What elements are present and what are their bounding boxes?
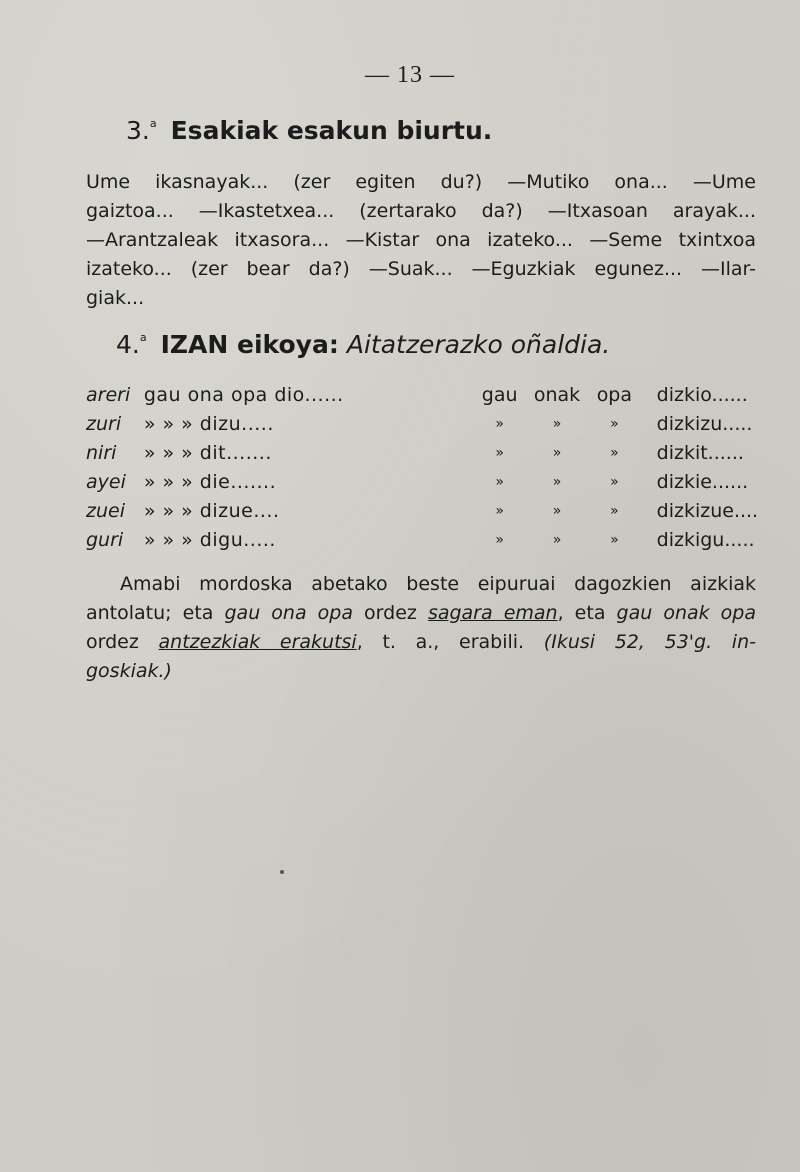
- plural-form-cell: dizkio......: [656, 383, 748, 406]
- repeat-mark: onak: [533, 383, 581, 406]
- section-4-subtitle: Aitatzerazko oñaldia.: [346, 330, 611, 359]
- exercise-line: —Arantzaleak itxasora... —Kistar ona izateko... —Seme txintxoa: [86, 229, 756, 251]
- page-number: — 13 —: [365, 62, 455, 88]
- repeat-mark: »: [610, 502, 619, 519]
- repeat-mark: »: [610, 473, 619, 490]
- exercise-line: Ume ikasnayak... (zer egiten du?) —Mutiko ona... —Ume: [86, 171, 756, 193]
- singular-form-cell: » » » dit.......: [143, 441, 272, 464]
- section-4-heading: [116, 330, 610, 359]
- instruction-line: ordez antzezkiak erakutsi, t. a., erabili. (Ikusi 52, 53'g. in-: [86, 631, 756, 653]
- section-4-title: IZAN eikoya:: [160, 330, 339, 359]
- pronoun-cell: guri: [86, 528, 124, 551]
- plural-form-cell: dizkizue....: [656, 499, 759, 522]
- ink-speck: [280, 870, 284, 874]
- conjugation-row: [86, 525, 800, 554]
- singular-form-cell: » » » dizue....: [143, 499, 280, 522]
- pronoun-cell: zuei: [86, 499, 125, 522]
- section-3-heading: [126, 116, 492, 145]
- instruction-line: Amabi mordoska abetako beste eipuruai dagozkien aizkiak: [120, 573, 756, 595]
- section-4-number: 4.$^a$: [116, 330, 147, 359]
- plural-form-cell: dizkie......: [656, 470, 749, 493]
- singular-form-cell: » » » die.......: [143, 470, 277, 493]
- repeat-mark: »: [552, 415, 562, 432]
- section-3-number: 3.$^a$: [126, 116, 157, 145]
- repeat-mark: »: [610, 531, 619, 548]
- exercise-line: giak...: [86, 287, 145, 309]
- repeat-mark: gau: [481, 383, 518, 406]
- conjugation-row: [86, 409, 800, 438]
- repeat-mark: »: [495, 473, 504, 490]
- plural-form-cell: dizkit......: [656, 441, 744, 464]
- instruction-line: antolatu; eta gau ona opa ordez sagara eman, eta gau onak opa: [86, 602, 757, 624]
- singular-form-cell: gau ona opa dio......: [143, 383, 344, 406]
- instruction-line: goskiak.): [86, 660, 172, 682]
- repeat-mark: »: [495, 531, 504, 548]
- plural-form-cell: dizkizu.....: [656, 412, 753, 435]
- repeat-mark: »: [552, 502, 562, 519]
- conjugation-row: [86, 380, 800, 409]
- repeat-mark: »: [610, 444, 619, 461]
- repeat-mark: opa: [596, 383, 633, 406]
- singular-form-cell: » » » digu.....: [143, 528, 276, 551]
- pronoun-cell: ayei: [86, 470, 126, 493]
- repeat-mark: »: [552, 473, 562, 490]
- repeat-mark: »: [552, 531, 562, 548]
- section-3-exercise: [86, 168, 756, 313]
- repeat-mark: »: [495, 444, 504, 461]
- section-3-title: Esakiak esakun biurtu.: [170, 116, 493, 145]
- repeat-mark: »: [495, 415, 504, 432]
- conjugation-row: [86, 438, 800, 467]
- repeat-mark: »: [610, 415, 619, 432]
- conjugation-table: [86, 380, 800, 554]
- singular-form-cell: » » » dizu.....: [143, 412, 274, 435]
- repeat-mark: »: [552, 444, 562, 461]
- exercise-line: izateko... (zer bear da?) —Suak... —Eguzkiak egunez... —Ilar-: [86, 258, 756, 280]
- pronoun-cell: areri: [86, 383, 131, 406]
- conjugation-row: [86, 467, 800, 496]
- pronoun-cell: zuri: [86, 412, 122, 435]
- conjugation-row: [86, 496, 800, 525]
- pronoun-cell: niri: [86, 441, 117, 464]
- section-4-instructions: [86, 570, 756, 686]
- exercise-line: gaiztoa... —Ikastetxea... (zertarako da?) —Itxasoan arayak...: [86, 200, 756, 222]
- repeat-mark: »: [495, 502, 504, 519]
- plural-form-cell: dizkigu.....: [656, 528, 755, 551]
